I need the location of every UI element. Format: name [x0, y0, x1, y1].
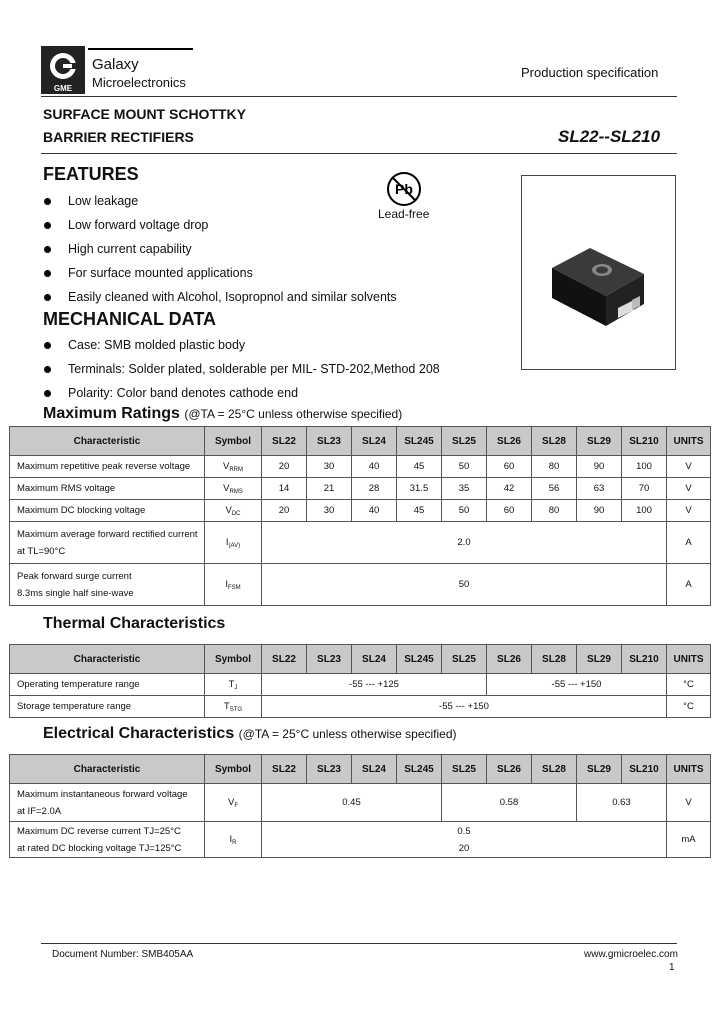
website-link[interactable]: www.gmicroelec.com [584, 949, 678, 960]
table-row: Storage temperature range $T_{STG}$ -55 --- +150 °C [10, 696, 711, 718]
list-item: Low forward voltage drop [43, 217, 397, 241]
company-name-line1: Galaxy [92, 56, 139, 73]
title-divider [41, 153, 677, 154]
table-row: Maximum DC reverse current TJ=25°C at rated DC blocking voltage TJ=125°C $I_R$ 0.5 20 mA [10, 822, 711, 858]
document-number: Document Number: SMB405AA [52, 949, 194, 960]
package-image [521, 175, 676, 370]
thermal-heading: Thermal Characteristics [43, 615, 226, 632]
electrical-condition: (@TA = 25°C unless otherwise specified) [238, 727, 457, 741]
list-item: Case: SMB molded plastic body [43, 337, 440, 361]
table-row: Peak forward surge current 8.3ms single half sine-wave $I_{FSM}$ 50 A [10, 564, 711, 606]
product-title-line1: SURFACE MOUNT SCHOTTKY [43, 106, 246, 122]
list-item: Easily cleaned with Alcohol, Isopropnol and similar solvents [43, 289, 397, 313]
thermal-table [9, 644, 711, 718]
table-row: Maximum average forward rectified current at TL=90°C $I_{(AV)}$ 2.0 A [10, 522, 711, 564]
company-logo [41, 46, 85, 94]
mechanical-list [43, 337, 440, 409]
list-item: Low leakage [43, 193, 397, 217]
features-heading: FEATURES [43, 164, 139, 184]
max-ratings-heading [43, 405, 402, 423]
list-item: High current capability [43, 241, 397, 265]
max-ratings-table [9, 426, 711, 606]
part-number: SL22--SL210 [558, 127, 661, 146]
max-ratings-condition: (@TA = 25°C unless otherwise specified) [184, 407, 403, 421]
electrical-title: Electrical Characteristics [43, 725, 235, 742]
table-row: Maximum repetitive peak reverse voltage $V_{RRM}$ 20 30 40 45 50 60 80 90 100 V [10, 456, 711, 478]
table-header-row: Characteristic Symbol SL22 SL23 SL24 SL245 SL25 SL26 SL28 SL29 SL210 UNITS [10, 755, 711, 784]
list-item: Terminals: Solder plated, solderable per MIL- STD-202,Method 208 [43, 361, 440, 385]
table-header-row: Characteristic Symbol SL22 SL23 SL24 SL245 SL25 SL26 SL28 SL29 SL210 UNITS [10, 427, 711, 456]
list-item: For surface mounted applications [43, 265, 397, 289]
electrical-heading [43, 725, 457, 743]
lead-free-label: Lead-free [378, 207, 430, 221]
electrical-table [9, 754, 711, 858]
lead-free-icon [384, 171, 424, 212]
logo-text: GME [53, 84, 73, 93]
table-row: Maximum instantaneous forward voltage at IF=2.0A $V_F$ 0.45 0.58 0.63 V [10, 784, 711, 822]
max-ratings-title: Maximum Ratings [43, 405, 180, 422]
header-divider [41, 96, 677, 97]
lead-free-symbol: Pb [395, 181, 413, 197]
mechanical-heading: MECHANICAL DATA [43, 309, 216, 329]
table-row: Maximum DC blocking voltage $V_{DC}$ 20 30 40 45 50 60 80 90 100 V [10, 500, 711, 522]
logo-rule [88, 48, 193, 50]
footer-divider [41, 943, 677, 944]
list-item: Polarity: Color band denotes cathode end [43, 385, 440, 409]
company-name-line2: Microelectronics [92, 75, 186, 90]
table-row: Operating temperature range $T_J$ -55 --- +125 -55 --- +150 °C [10, 674, 711, 696]
table-row: Maximum RMS voltage $V_{RMS}$ 14 21 28 31.5 35 42 56 63 70 V [10, 478, 711, 500]
features-list [43, 193, 397, 313]
product-title-line2: BARRIER RECTIFIERS [43, 129, 194, 145]
table-header-row: Characteristic Symbol SL22 SL23 SL24 SL245 SL25 SL26 SL28 SL29 SL210 UNITS [10, 645, 711, 674]
page-number: 1 [669, 962, 675, 973]
doc-type: Production specification [521, 65, 659, 80]
